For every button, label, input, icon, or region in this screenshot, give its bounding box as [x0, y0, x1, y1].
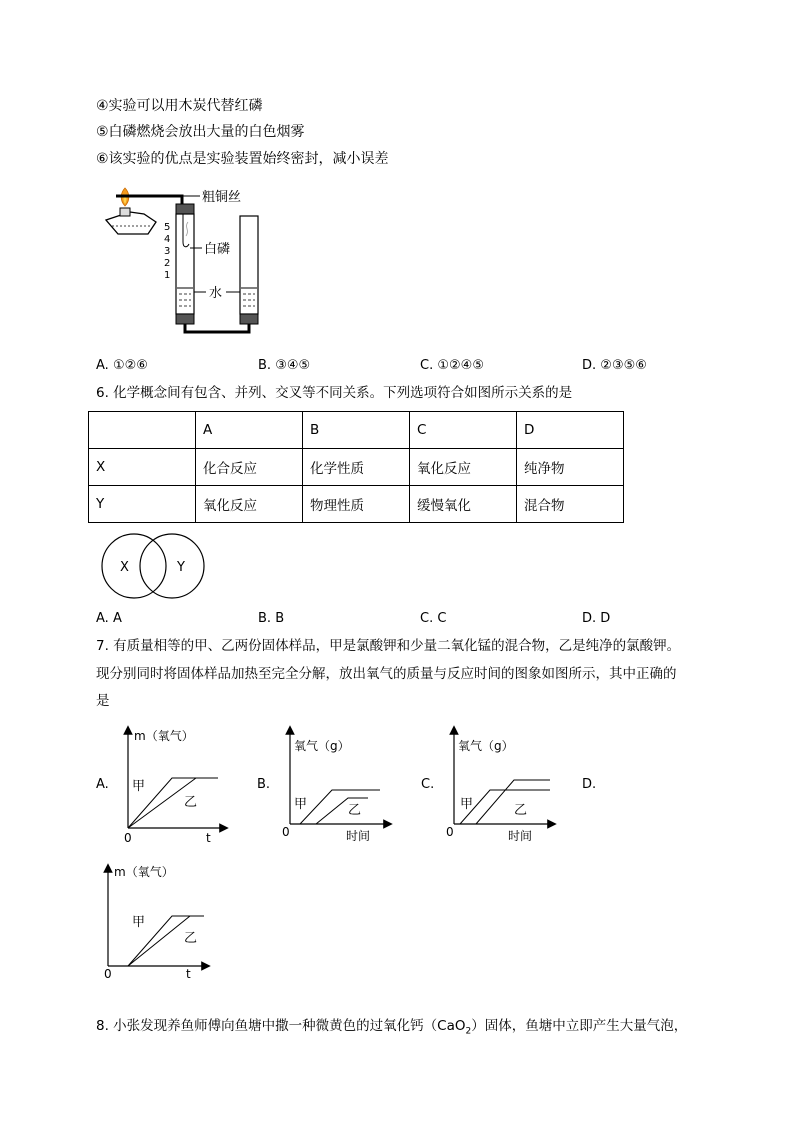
axis-label-x: 时间 — [508, 829, 533, 843]
venn-label-y: Y — [177, 560, 185, 575]
series-label-jia: 甲 — [294, 797, 308, 812]
q7-stem-line-2: 现分别同时将固体样品加热至完全分解，放出氧气的质量与反应时间的图象如图所示，其中正确的 — [96, 666, 677, 682]
series-label-yi: 乙 — [348, 803, 362, 818]
axis-label-x: t — [206, 831, 211, 845]
venn-circle-y — [140, 534, 204, 598]
q5-option-d[interactable]: D. ②③⑤⑥ — [582, 358, 647, 373]
series-label-yi: 乙 — [184, 931, 198, 946]
scale-4: 4 — [164, 234, 171, 245]
axis-label-y: m（氧气） — [114, 865, 174, 879]
scale-2: 2 — [164, 258, 171, 269]
scale-1: 1 — [164, 270, 171, 281]
venn-diagram — [98, 532, 208, 600]
q6-option-a[interactable]: A. A — [96, 611, 122, 626]
series-label-jia: 甲 — [460, 797, 474, 812]
axis-label-y: 氧气（g） — [458, 739, 514, 753]
axis-label-y: m（氧气） — [134, 729, 194, 743]
q6-option-d[interactable]: D. D — [582, 611, 611, 626]
q7-graph-d — [92, 860, 216, 984]
venn-circle-x — [102, 534, 166, 598]
q5-option-a[interactable]: A. ①②⑥ — [96, 358, 148, 373]
q7-option-b[interactable]: B. — [257, 777, 271, 792]
origin-label: 0 — [282, 825, 290, 839]
table-row: X 化合反应 化学性质 氧化反应 纯净物 — [89, 449, 624, 486]
label-white-phosphorus: 白磷 — [204, 242, 231, 257]
scale-3: 3 — [164, 246, 171, 257]
q5-option-b[interactable]: B. ③④⑤ — [258, 358, 311, 373]
q8-subscript: 2 — [465, 1026, 472, 1037]
origin-label: 0 — [124, 831, 132, 845]
left-tube — [176, 214, 194, 314]
apparatus-diagram — [96, 182, 296, 342]
series-label-yi: 乙 — [514, 803, 528, 818]
table-row: Y 氧化反应 物理性质 缓慢氧化 混合物 — [89, 486, 624, 523]
axis-label-x: t — [186, 967, 191, 981]
q7-stem-line-1: 7. 有质量相等的甲、乙两份固体样品，甲是氯酸钾和少量二氧化锰的混合物，乙是纯净的氯酸钾。 — [96, 638, 681, 654]
series-label-yi: 乙 — [184, 795, 198, 810]
statement-5: ⑤白磷燃烧会放出大量的白色烟雾 — [96, 124, 305, 140]
scale-5: 5 — [164, 222, 171, 233]
label-water: 水 — [209, 286, 223, 301]
q7-option-a[interactable]: A. — [96, 777, 109, 792]
axis-label-y: 氧气（g） — [294, 739, 350, 753]
origin-label: 0 — [446, 825, 454, 839]
q6-stem: 6. 化学概念间有包含、并列、交叉等不同关系。下列选项符合如图所示关系的是 — [96, 385, 573, 401]
q7-option-c[interactable]: C. — [421, 777, 435, 792]
series-label-jia: 甲 — [132, 779, 146, 794]
q6-table — [88, 411, 624, 523]
q6-option-b[interactable]: B. B — [258, 611, 285, 626]
right-tube — [240, 216, 258, 314]
q8-stem-text: 8. 小张发现养鱼师傅向鱼塘中撒一种微黄色的过氧化钙（CaO — [96, 1018, 466, 1034]
venn-label-x: X — [120, 560, 129, 575]
q7-graph-a — [112, 724, 230, 848]
q7-stem-line-3: 是 — [96, 693, 110, 709]
table-row: A B C D — [89, 412, 624, 449]
statement-6: ⑥该实验的优点是实验装置始终密封，减小误差 — [96, 151, 389, 167]
statement-4: ④实验可以用木炭代替红磷 — [96, 98, 263, 114]
series-label-jia: 甲 — [132, 915, 146, 930]
q8-stem — [96, 1016, 687, 1042]
origin-label: 0 — [104, 967, 112, 981]
q7-graph-b — [276, 724, 394, 848]
connecting-tube — [185, 324, 249, 332]
axis-label-x: 时间 — [346, 829, 371, 843]
q5-option-c[interactable]: C. ①②④⑤ — [420, 358, 484, 373]
label-copper-wire: 粗铜丝 — [202, 190, 242, 205]
q6-option-c[interactable]: C. C — [420, 611, 447, 626]
q7-option-d[interactable]: D. — [582, 777, 597, 792]
left-stopper — [176, 204, 194, 214]
q7-graph-c — [440, 724, 558, 848]
q8-stem-tail: ）固体，鱼塘中立即产生大量气泡， — [471, 1018, 688, 1034]
